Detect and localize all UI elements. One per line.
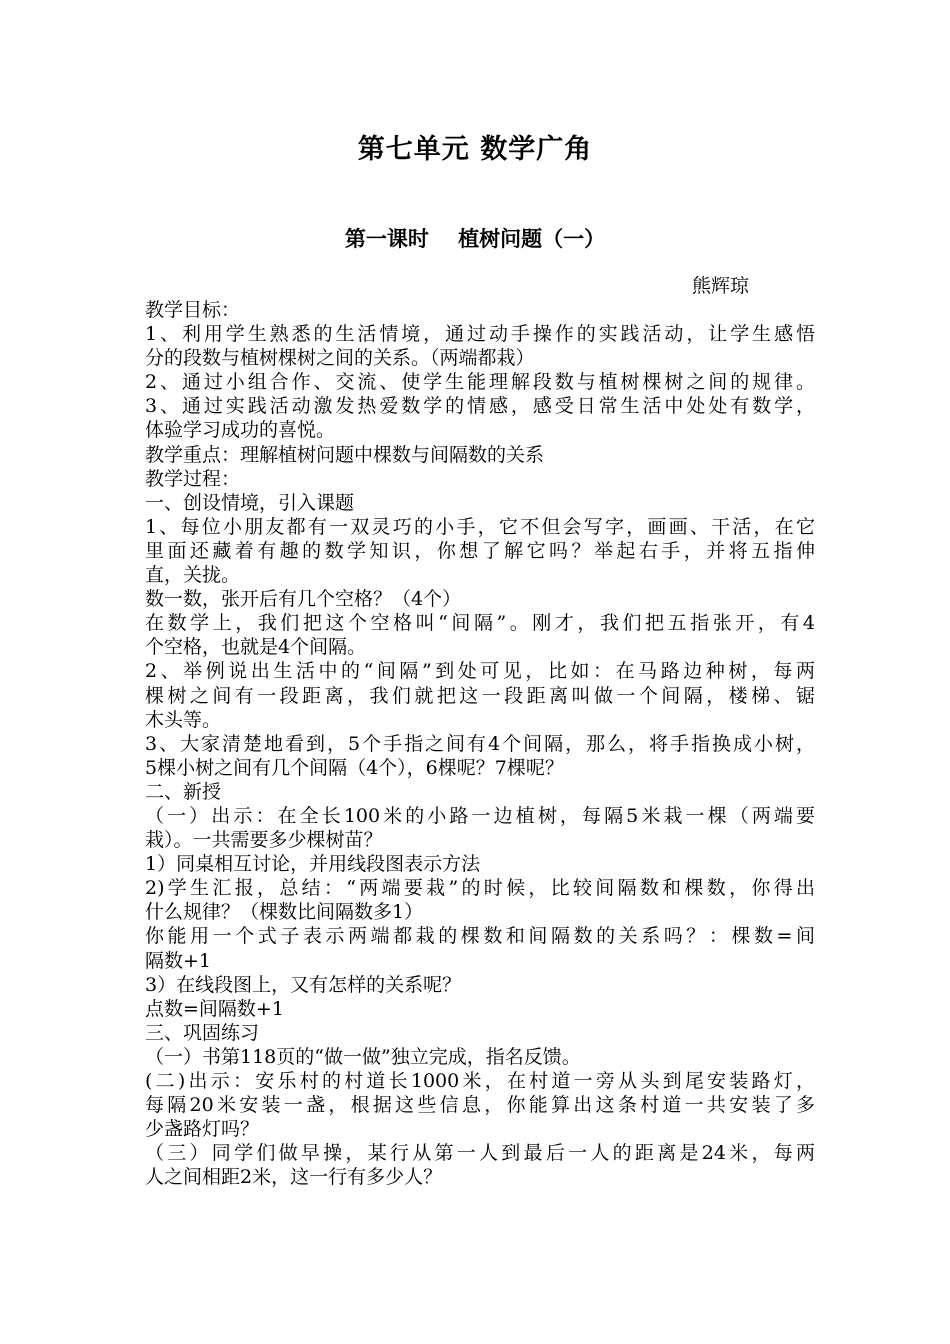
body-line: 3）在线段图上，又有怎样的关系呢？ [145,973,462,996]
document-title: 第七单元 数学广角 [357,134,593,165]
body-line: 栽）。一共需要多少棵树苗？ [145,829,383,852]
lesson-body [145,298,815,1189]
body-line: 二、新授 [145,780,222,803]
body-line: 3、大家清楚地看到，5个手指之间有4个间隔，那么，将手指换成小树， [145,732,815,755]
author-name: 熊辉琼 [692,275,750,297]
body-line: 里面还藏着有趣的数学知识，你想了解它吗？举起右手，并将五指伸 [145,539,815,562]
lesson-subtitle: 第一课时 植树问题（一） [344,227,606,251]
body-line: 教学重点：理解植树问题中棵数与间隔数的关系 [145,443,545,466]
body-line: 在数学上，我们把这个空格叫“间隔”。刚才，我们把五指张开，有4 [145,612,815,635]
body-line: 2、举例说出生活中的“间隔”到处可见，比如：在马路边种树，每两 [145,660,815,683]
body-line: 少盏路灯吗？ [145,1118,260,1141]
body-line: （一）出示：在全长100米的小路一边植树，每隔5米栽一棵（两端要 [145,804,815,827]
body-line: 什么规律？（棵数比间隔数多1） [145,901,424,924]
body-line: 1）同桌相互讨论，并用线段图表示方法 [145,853,481,876]
body-line: (二)出示：安乐村的村道长1000米，在村道一旁从头到尾安装路灯， [145,1070,815,1092]
body-line: 人之间相距2米，这一行有多少人？ [145,1166,443,1189]
body-line: 教学目标： [145,299,241,321]
body-line: 1、每位小朋友都有一双灵巧的小手，它不但会写字，画画、干活，在它 [145,515,815,538]
body-line: 个空格，也就是4个间隔。 [145,636,367,659]
body-line: 教学过程： [145,467,241,490]
body-line: 每隔20米安装一盏，根据这些信息，你能算出这条村道一共安装了多 [145,1094,815,1117]
body-line: 木头等。 [145,708,222,731]
body-line: 1、利用学生熟悉的生活情境，通过动手操作的实践活动，让学生感悟 [145,323,815,346]
body-line: 5棵小树之间有几个间隔（4个），6棵呢？7棵呢？ [145,756,564,779]
body-line: 体验学习成功的喜悦。 [145,419,336,442]
body-line: 2、通过小组合作、交流、使学生能理解段数与植树棵树之间的规律。 [145,371,815,394]
body-line: 点数=间隔数+1 [145,997,284,1020]
body-line: 你能用一个式子表示两端都栽的棵数和间隔数的关系吗？：棵数=间 [145,925,815,948]
body-line: 数一数，张开后有几个空格？（4个） [145,588,462,611]
body-line: 2)学生汇报，总结：“两端要栽”的时候，比较间隔数和棵数，你得出 [145,877,815,900]
body-line: （三）同学们做早操，某行从第一人到最后一人的距离是24米，每两 [145,1142,815,1165]
body-line: 隔数+1 [145,949,212,972]
body-line: 三、巩固练习 [145,1021,260,1044]
body-line: 直，关拢。 [145,564,241,587]
body-line: 分的段数与植树棵树之间的关系。（两端都栽） [145,347,535,370]
body-line: 3、通过实践活动激发热爱数学的情感，感受日常生活中处处有数学， [145,395,815,418]
body-line: 一、创设情境，引入课题 [145,491,355,514]
body-line: （一）书第118页的“做一做”独立完成，指名反馈。 [145,1045,581,1068]
body-line: 棵树之间有一段距离，我们就把这一段距离叫做一个间隔，楼梯、锯 [145,684,815,707]
